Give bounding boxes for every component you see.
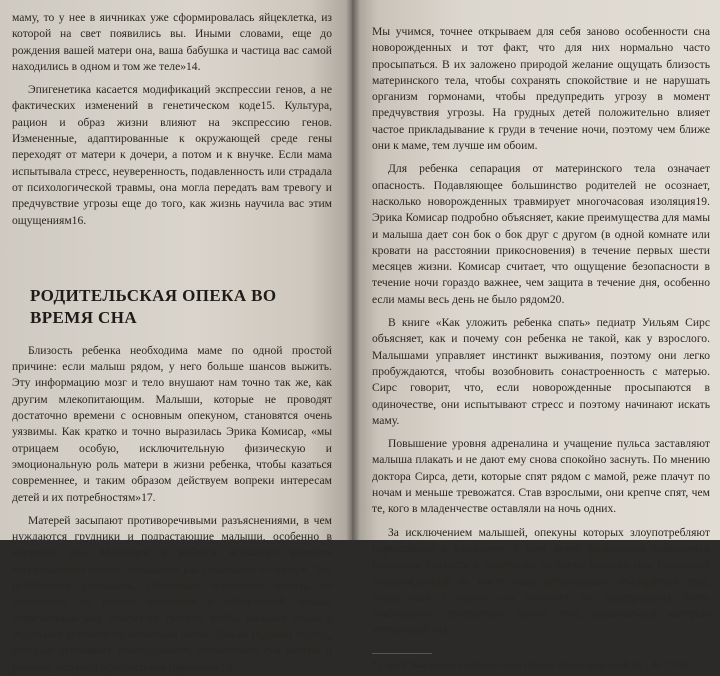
left-paragraph-3: Близость ребенка необходима маме по одной простой причине: если малыш рядом, у него больше шансов выжить. Эту информацию мозг и тело внушают нам точно так же, как другим млекопитающим. Малыши, которые не проводят достаточно времени с основным опекуном, становятся очень уязвимы. Как кратко и точно выразилась Эрика Комисар, «мы отрицаем особую, исключительную физическую и эмоциональную роль матери в жизни ребенка, чтобы казаться современнее, и таким образом действуем вопреки интересам детей и их потребностям»17. bbox=[12, 343, 332, 504]
left-paragraph-4: Матерей засыпают противоречивыми разъяснениями, в чем нуждаются грудники и подрастающие малыши, особенно в вопросах сна. Младенец и ребенок ясельного возраста воспринимают момент засыпания как сепарацию от матери. Это необходимо учитывать. Поведение младенцев ничуть не изменилось со времен охотников и собирателей, однако современный мир почему-то требует, чтобы малыши спали в отдельной кроватке по несколько часов. Только недавно подход, который отстаивает необходимость совместного сна матери и ребенка, получил официальное признание18. bbox=[12, 513, 332, 674]
section-heading: РОДИТЕЛЬСКАЯ ОПЕКА ВО ВРЕМЯ СНА bbox=[30, 285, 277, 327]
right-paragraph-1: Мы учимся, точнее открываем для себя заново особенности сна новорожденных и тот факт, что для них нормально часто просыпаться. В их заложено природой желание ощущать близость материнского тела, чтобы сохранять спокойствие и не нарушать организм гормонами, чтобы предупредить угрозу в момент предчувствия угрозы. На грудных детей положительно влияет частое прикладывание к груди в течение ночи, поэтому чем ближе они к маме, тем лучше им обоим. bbox=[372, 25, 710, 153]
right-paragraph-5: За исключением малышей, опекуны которых злоупотребляют наркотиками и алкоголем, у всех детей физиология развивается благодаря близости к родителям во время ночного сна. Поскольку новорожденные не могут сами регулировать температуру тела, совместный с мамой сон помогает им поддерживать более стабильную температуру. Кроме того, выдыхаемый матерью углекислый газ bbox=[372, 525, 710, 637]
right-paragraph-4: Повышение уровня адреналина и учащение пульса заставляют малыша плакать и не дают ему снова спокойно заснуть. По мнению доктора Сирса, дети, которые спят рядом с мамой, реже плачут по ночам и меньше тревожатся. Став взрослыми, они крепче спят, чем те, кого в младенчестве оставляли на ночь одних. bbox=[372, 437, 710, 516]
right-paragraph-2: Для ребенка сепарация от материнского тела означает опасность. Подавляющее большинство родителей не осознает, насколько новорожденных травмирует многочасовая изоляция19. Эрика Комисар подробно объясняет, какие преимущества для мамы и малыша дает сон бок о бок друг с другом (в одной комнате или кровати на расстоянии прикосновения) в течение первых шести месяцев жизни. Комисар считает, что ощущение безопасности в течение ночи гораздо важнее, чем защита в течение дня, особенно если мамы весь день не было рядом20. bbox=[372, 162, 710, 306]
left-paragraph-1: маму, то у нее в яичниках уже сформировалась яйцеклетка, из которой на свет появились вы. Иными словами, еще до рождения вашей матери она, ваша бабушка и частица вас самой находились в одном и том же теле»14. bbox=[12, 11, 332, 73]
footnote-divider bbox=[372, 653, 432, 654]
footnote: * Сирс У. Как уложить ребенка спать. Ночные заботы родителей. М. : АСТ, 2003. bbox=[372, 660, 695, 671]
right-page bbox=[352, 0, 720, 671]
left-paragraph-2: Эпигенетика касается модификаций экспрессии генов, а не фактических изменений в генетическом коде15. Культура, рацион и образ жизни влияют на экспрессию генов. Измененные, адаптированные к окружающей среде гены переходят от матери к дочери, а потом и к внучке. Если мама испытывала стресс, неуверенность, подавленность или страдала от психологической травмы, она могла передать вам тревогу и предчувствие угрозы еще до того, как жизнь научила вас этим ощущениям16. bbox=[12, 83, 332, 227]
right-paragraph-3: В книге «Как уложить ребенка спать» педиатр Уильям Сирс объясняет, как и почему сон ребенка не такой, как у взрослого. Малышами управляет инстинкт выживания, поэтому они легко пробуждаются, чтобы возобновить сонастроенность с матерью. Сирс говорит, что, если новорожденные просыпаются в одиночестве, они испытывают стресс и поэтому начинают искать маму. bbox=[372, 316, 710, 427]
left-page bbox=[0, 0, 352, 674]
book-gutter bbox=[346, 0, 360, 540]
